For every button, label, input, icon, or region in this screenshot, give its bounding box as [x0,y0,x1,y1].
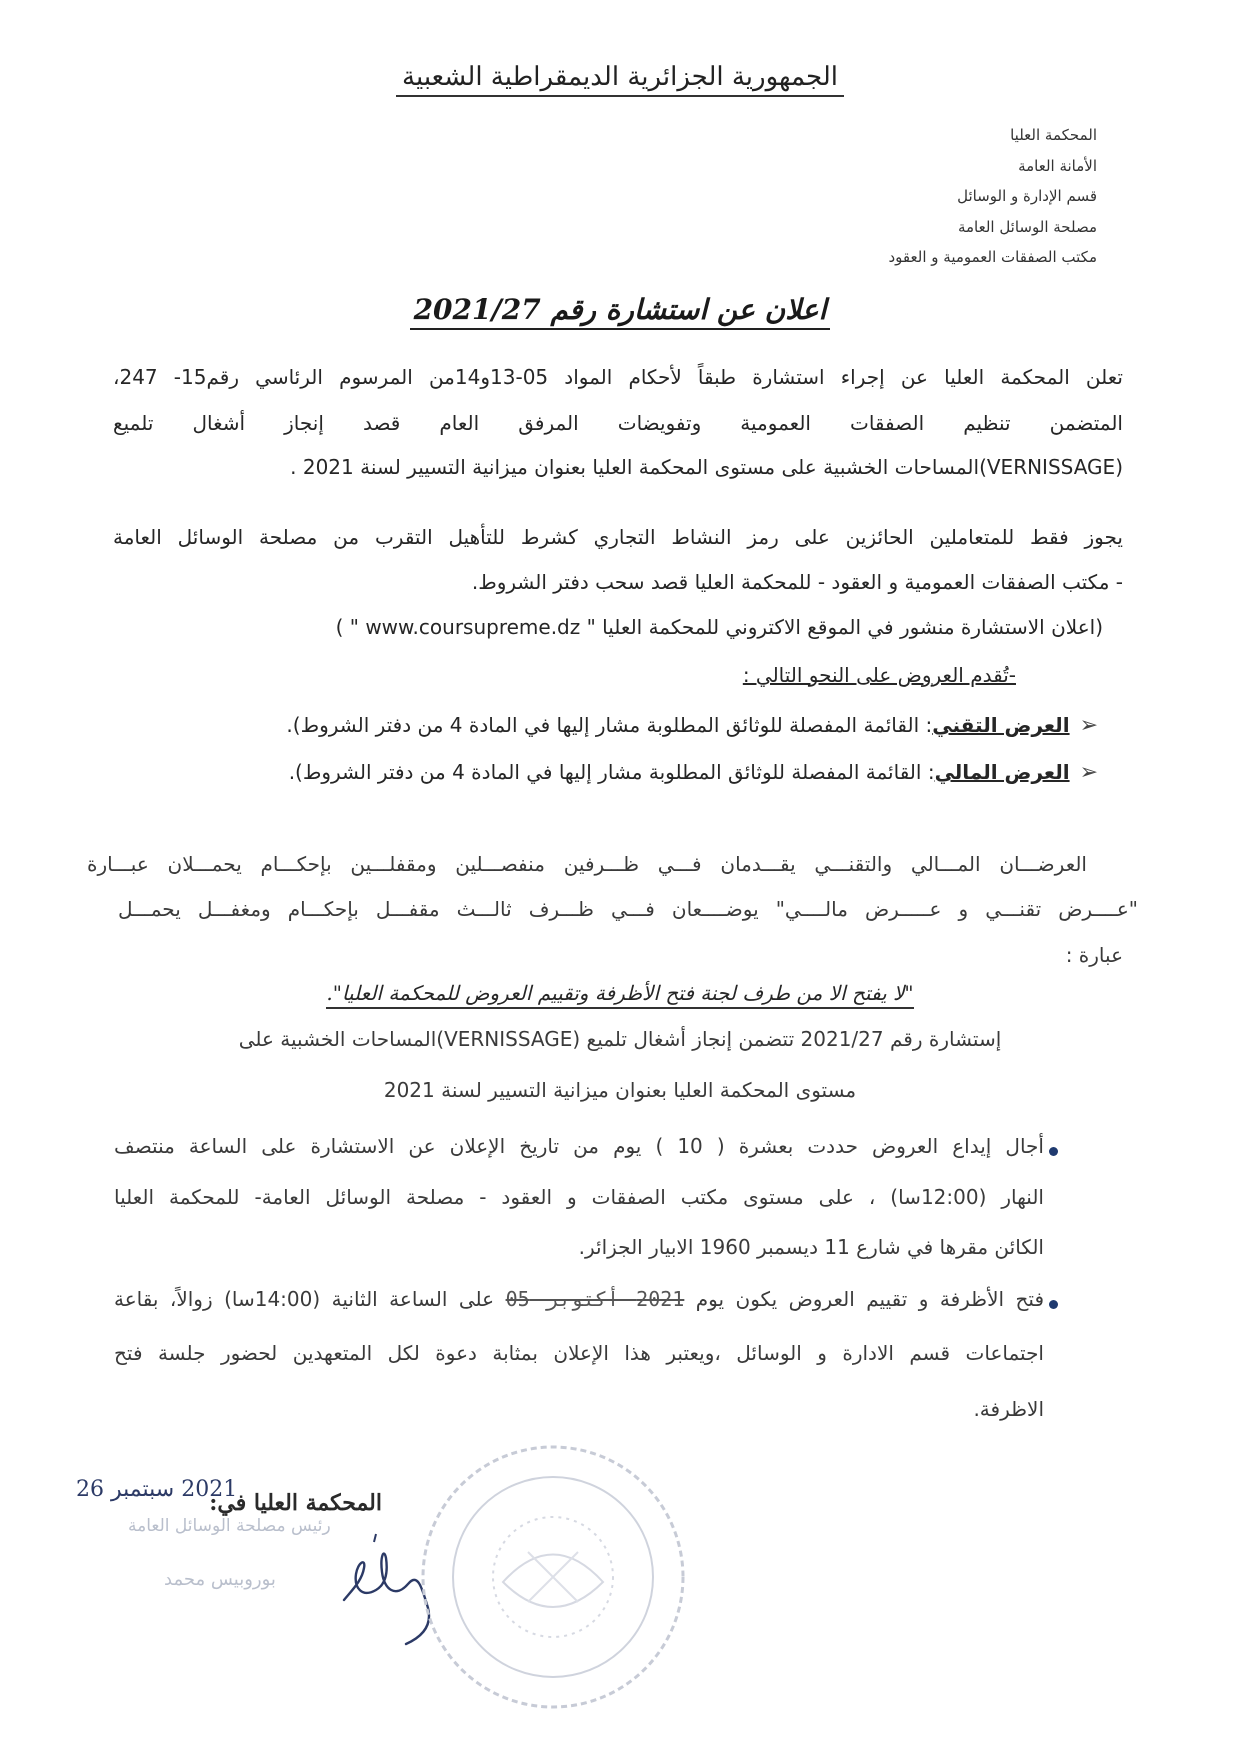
eligibility-line: - مكتب الصفقات العمومية و العقود - للمحكمة العليا قصد سحب دفتر الشروط. [471,570,1123,594]
handwritten-date: 2021 أكتوبر 05 [505,1287,685,1311]
issuer-line: مكتب الصفقات العمومية و العقود [888,248,1097,266]
financial-offer-item [289,760,1098,785]
offer-label: العرض التقني [932,713,1070,737]
intro-line: تعلن المحكمة العليا عن إجراء استشارة طبقاً لأحكام المواد 05-13و14من المرسوم الرئاسي رقم15- 247، [113,365,1123,389]
official-stamp-seal [408,1432,698,1722]
bullet-dot-icon [1049,1300,1058,1309]
issuer-line: قسم الإدارة و الوسائل [957,187,1097,205]
envelope-quote: "لا يفتح الا من طرف لجنة فتح الأظرفة وتقييم العروض للمحكمة العليا". [0,981,1240,1005]
opening-line: الاظرفة. [973,1397,1044,1421]
check-arrow-icon: ➢ [1079,760,1098,785]
deadline-line: النهار (12:00سا) ، على مستوى مكتب الصفقات و العقود - مصلحة الوسائل العامة- للمحكمة العليا [114,1185,1044,1209]
intro-line: المتضمن تنظيم الصفقات العمومية وتفويضات المرفق العام قصد إنجاز أشغال تلميع [113,411,1123,435]
envelope-subject-line: مستوى المحكمة العليا بعنوان ميزانية التسيير لسنة 2021 [383,1078,857,1102]
offers-intro: -تُقدم العروض على النحو التالي : [742,663,1016,687]
envelope-line: العرضـــان المـــالي والتقنـــي يقـــدمان فـــي ظـــرفين منفصـــلين ومقفلـــين بإحكـــام يحمـــلان عبـــارة [87,852,1087,876]
deadline-line: أجال إيداع العروض حددت بعشرة ( 10 ) يوم من تاريخ الإعلان عن الاستشارة على الساعة منتصف [114,1134,1044,1158]
signature-date: 2021 سبتمبر 26 [76,1477,238,1502]
offer-text: : القائمة المفصلة للوثائق المطلوبة مشار إليها في المادة 4 من دفتر الشروط). [288,760,935,784]
signer-name: بوروبيس محمد [164,1569,276,1590]
bullet-dot-icon [1049,1147,1058,1156]
envelope-line: عبارة : [1065,943,1123,967]
opening-line: اجتماعات قسم الادارة و الوسائل ،ويعتبر هذا الإعلان بمثابة دعوة لكل المتعهدين لحضور جلسة فتح [114,1341,1044,1365]
offer-text: : القائمة المفصلة للوثائق المطلوبة مشار إليها في المادة 4 من دفتر الشروط). [286,713,933,737]
issuer-line: الأمانة العامة [1018,156,1097,175]
envelope-subject-line: إستشارة رقم 2021/27 تتضمن إنجاز أشغال تلميع (VERNISSAGE)المساحات الخشبية على [238,1027,1002,1051]
issuer-header [889,120,1098,273]
opening-line: فتح الأظرفة و تقييم العروض يكون يوم 2021 أكتوبر 05 على الساعة الثانية (14:00سا) زوالاً، بقاعة [114,1287,1045,1311]
offer-label: العرض المالي [934,760,1070,784]
issuer-line: المحكمة العليا [1010,126,1097,144]
website-line: (اعلان الاستشارة منشور في الموقع الاكتروني للمحكمة العليا " www.coursupreme.dz " ) [335,615,1103,639]
intro-line: (VERNISSAGE)المساحات الخشبية على مستوى المحكمة العليا بعنوان ميزانية التسيير لسنة 2021 . [290,455,1123,479]
signature-place: المحكمة العليا في: [209,1490,382,1516]
republic-title: الجمهورية الجزائرية الديمقراطية الشعبية [0,62,1240,92]
notice-title: اعلان عن استشارة رقم 2021/27 [0,293,1240,326]
eligibility-line: يجوز فقط للمتعاملين الحائزين على رمز النشاط التجاري كشرط للتأهيل التقرب من مصلحة الوسائل العامة [113,525,1123,549]
signer-title: رئيس مصلحة الوسائل العامة [128,1516,331,1536]
check-arrow-icon: ➢ [1079,713,1098,738]
technical-offer-item [286,713,1098,738]
envelope-line: "عــــرض تقنـــي و عـــــرض مالــــي" يوضــــعان فـــي ظـــرف ثالـــث مقفـــل بإحكـــام ومغفـــل يحمـــل [118,897,1138,921]
issuer-line: مصلحة الوسائل العامة [957,217,1097,236]
deadline-line: الكائن مقرها في شارع 11 ديسمبر 1960 الابيار الجزائر. [578,1235,1044,1259]
